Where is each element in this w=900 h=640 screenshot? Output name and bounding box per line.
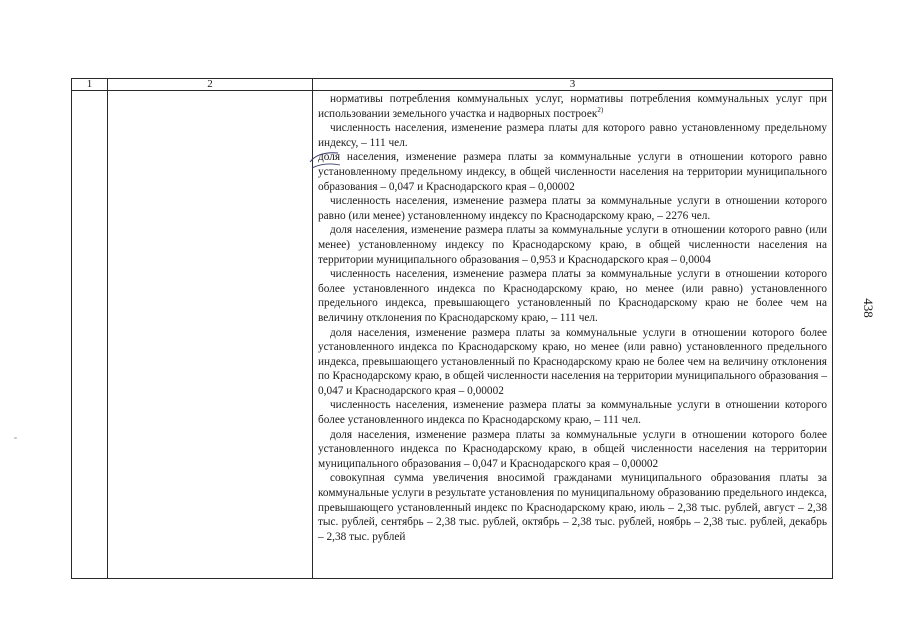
paragraph-text: доля населения, изменение размера платы за коммунальные услуги в отношении которого равно установленному предельному индексу, в общей численности населения на территории муниципального образования – 0,047 и Краснодарского края – 0,00002 bbox=[318, 151, 827, 193]
paragraph bbox=[318, 92, 827, 121]
table-row bbox=[72, 91, 833, 579]
paragraph-text: численность населения, изменение размера платы для которого равно установленному предельному индексу, – 111 чел. bbox=[318, 122, 827, 149]
cell-column-1 bbox=[72, 91, 108, 579]
column-header-3: 3 bbox=[313, 79, 833, 91]
paragraph-text: численность населения, изменение размера платы за коммунальные услуги в отношении которого более установленного индекса по Краснодарскому краю, но менее (или равно) установленного предельного индекса, превышающего установленный по Краснодарскому краю не более чем на величину отклонения по Краснодарскому краю, – 111 чел. bbox=[318, 268, 827, 324]
paragraph-text: совокупная сумма увеличения вносимой гражданами муниципального образования платы за коммунальные услуги в результате установления по муниципальному образованию предельного индекса, превышающего установленный индекс по Краснодарскому краю, июль – 2,38 тыс. рублей, август – 2,38 тыс. рублей, сентябрь – 2,38 тыс. рублей, октябрь – 2,38 тыс. рублей, ноябрь – 2,38 тыс. рублей, декабрь – 2,38 тыс. рублей bbox=[318, 472, 827, 543]
column-header-2: 2 bbox=[108, 79, 313, 91]
paragraph-text: численность населения, изменение размера платы за коммунальные услуги в отношении которого более установленного индекса по Краснодарскому краю, – 111 чел. bbox=[318, 399, 827, 427]
paragraph-text: численность населения, изменение размера платы за коммунальные услуги в отношении которого равно (или менее) установленному индексу по Краснодарскому краю, – 2276 чел. bbox=[318, 195, 827, 222]
cell-column-2 bbox=[108, 91, 313, 579]
paragraph bbox=[318, 398, 827, 427]
paragraph bbox=[318, 428, 827, 472]
paragraph bbox=[318, 267, 827, 325]
column-header-1: 1 bbox=[72, 79, 108, 91]
paragraph bbox=[318, 326, 827, 399]
footnote-reference: 2) bbox=[597, 105, 604, 114]
scan-artifact bbox=[14, 437, 17, 439]
paragraph bbox=[318, 150, 827, 194]
document-table bbox=[71, 78, 833, 579]
header-row bbox=[72, 79, 833, 91]
paragraph-text: доля населения, изменение размера платы за коммунальные услуги в отношении которого более установленного индекса по Краснодарскому краю, но менее (или равно) установленного предельного индекса, превышающего установленный по Краснодарскому краю не более чем на величину отклонения по Краснодарскому краю, в общей численности населения на территории муниципального образования – 0,047 и Краснодарского края – 0,00002 bbox=[318, 326, 827, 397]
cell-column-3 bbox=[313, 91, 833, 579]
paragraph bbox=[318, 194, 827, 223]
paragraph bbox=[318, 121, 827, 150]
paragraph-text: нормативы потребления коммунальных услуг, нормативы потребления коммунальных услуг при использовании земельного участка и надворных построек bbox=[318, 93, 827, 120]
paragraph bbox=[318, 223, 827, 267]
page-number: 438 bbox=[860, 298, 876, 318]
cell-content bbox=[313, 91, 832, 544]
pen-mark bbox=[308, 148, 342, 170]
paragraph-text: доля населения, изменение размера платы за коммунальные услуги в отношении которого более установленного индекса по Краснодарскому краю, в общей численности населения на территории муниципального образования – 0,047 и Краснодарского края – 0,00002 bbox=[318, 428, 827, 470]
paragraph-text: доля населения, изменение размера платы за коммунальные услуги в отношении которого равно (или менее) установленному индексу по Краснодарскому краю, в общей численности населения на территории муниципального образования – 0,953 и Краснодарского края – 0,0004 bbox=[318, 224, 827, 266]
paragraph bbox=[318, 471, 827, 544]
